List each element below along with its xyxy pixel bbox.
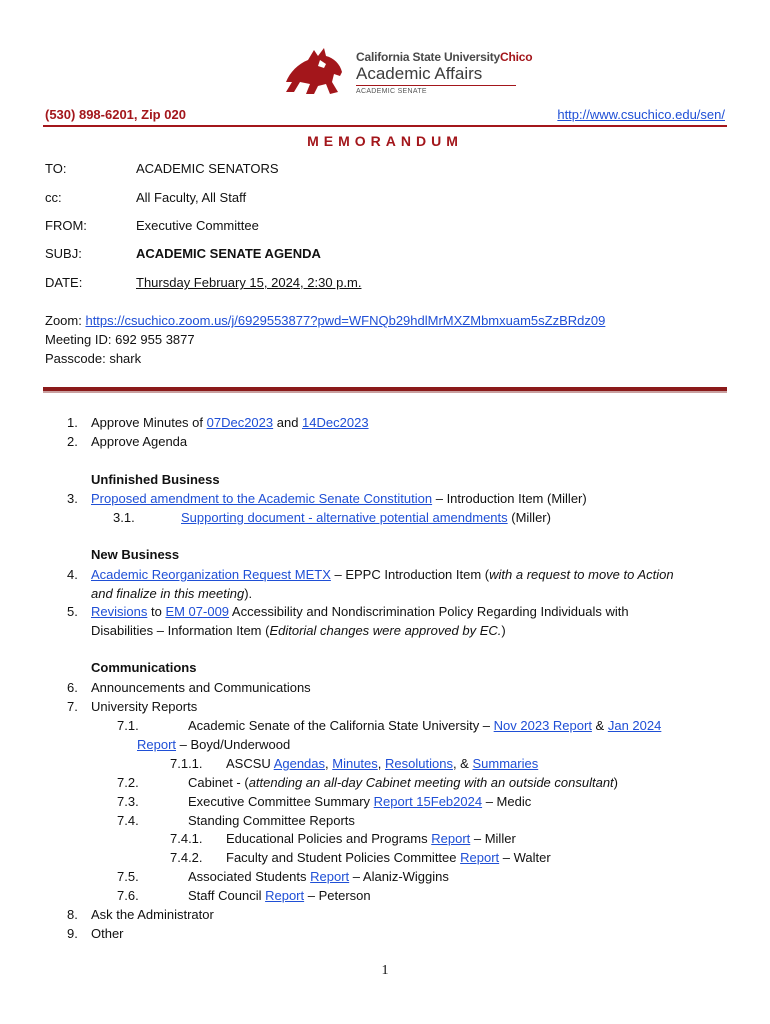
agenda-item-staff-council: Staff Council Report – Peterson	[188, 888, 371, 903]
item-number: 5.	[67, 604, 78, 619]
agenda-item-approve-minutes: Approve Minutes of 07Dec2023 and 14Dec2023	[91, 415, 369, 430]
agenda-item-reorganization: Academic Reorganization Request METX – EPPC Introduction Item (with a request to move to Action	[91, 567, 674, 582]
contact-phone: (530) 898-6201, Zip 020	[45, 107, 186, 122]
from-value: Executive Committee	[136, 218, 259, 233]
meeting-id: Meeting ID: 692 955 3877	[45, 332, 195, 347]
agenda-item-constitution: Proposed amendment to the Academic Senate Constitution – Introduction Item (Miller)	[91, 491, 587, 506]
unit-name: ACADEMIC SENATE	[356, 88, 427, 95]
communications-heading: Communications	[91, 660, 197, 675]
item-number: 3.	[67, 491, 78, 506]
new-business-heading: New Business	[91, 547, 180, 562]
agenda-item-accessibility-cont: Disabilities – Information Item (Editorial changes were approved by EC.)	[91, 623, 506, 638]
cc-value: All Faculty, All Staff	[136, 190, 247, 205]
item-number: 7.6.	[117, 888, 139, 903]
item-number: 7.4.1.	[170, 831, 203, 846]
nov-2023-report-link[interactable]: Nov 2023 Report	[493, 718, 592, 733]
agenda-item-ascsu-cont: Report – Boyd/Underwood	[137, 737, 291, 752]
item-number: 7.5.	[117, 869, 139, 884]
cc-label: cc:	[45, 190, 62, 205]
agenda-item-fasp: Faculty and Student Policies Committee Report – Walter	[226, 850, 551, 865]
item-number: 3.1.	[113, 510, 135, 525]
item-number: 4.	[67, 567, 78, 582]
item-number: 7.2.	[117, 775, 139, 790]
agenda-item-ascsu-docs: ASCSU Agendas, Minutes, Resolutions, & Summaries	[226, 756, 539, 771]
senate-website-link[interactable]: http://www.csuchico.edu/sen/	[557, 107, 725, 122]
as-report-link[interactable]: Report	[310, 869, 350, 884]
csu-chico-logo	[280, 42, 533, 100]
item-number: 2.	[67, 434, 78, 449]
agenda-item-ask-administrator: Ask the Administrator	[91, 907, 214, 922]
item-number: 9.	[67, 926, 78, 941]
constitution-amendment-link[interactable]: Proposed amendment to the Academic Senate Constitution	[91, 491, 433, 506]
department-name: Academic Affairs	[356, 64, 483, 83]
date-label: DATE:	[45, 275, 83, 290]
unfinished-business-heading: Unfinished Business	[91, 472, 220, 487]
minutes-link[interactable]: Minutes	[332, 756, 378, 771]
item-number: 7.3.	[117, 794, 139, 809]
agenda-item-standing-committees: Standing Committee Reports	[188, 813, 355, 828]
agendas-link[interactable]: Agendas	[273, 756, 326, 771]
supporting-document-link[interactable]: Supporting document - alternative potential amendments	[181, 510, 508, 525]
subject-value: ACADEMIC SENATE AGENDA	[136, 246, 321, 261]
wildcat-icon	[280, 42, 352, 100]
header-divider	[43, 125, 727, 127]
agenda-item-as: Associated Students Report – Alaniz-Wiggins	[188, 869, 449, 884]
university-name: California State UniversityChico	[356, 50, 533, 64]
item-number: 1.	[67, 415, 78, 430]
item-number: 7.4.	[117, 813, 139, 828]
agenda-item-ec-summary: Executive Committee Summary Report 15Feb2024 – Medic	[188, 794, 532, 809]
fasp-report-link[interactable]: Report	[460, 850, 500, 865]
item-number: 7.4.2.	[170, 850, 203, 865]
to-label: TO:	[45, 161, 67, 176]
minutes-07dec-link[interactable]: 07Dec2023	[206, 415, 274, 430]
section-divider-shadow	[43, 391, 727, 393]
agenda-item-announcements: Announcements and Communications	[91, 680, 311, 695]
agenda-item-supporting-doc: Supporting document - alternative potential amendments (Miller)	[181, 510, 551, 525]
zoom-link[interactable]: https://csuchico.zoom.us/j/6929553877?pwd=WFNQb29hdlMrMXZMbmxuam5sZzBRdz09	[85, 313, 606, 328]
item-number: 7.1.	[117, 718, 139, 733]
agenda-item-other: Other	[91, 926, 124, 941]
epp-report-link[interactable]: Report	[431, 831, 471, 846]
date-value: Thursday February 15, 2024, 2:30 p.m.	[136, 275, 362, 290]
staff-council-report-link[interactable]: Report	[265, 888, 305, 903]
revisions-link[interactable]: Revisions	[91, 604, 148, 619]
agenda-item-university-reports: University Reports	[91, 699, 198, 714]
page-number: 1	[381, 963, 389, 978]
zoom-label: Zoom:	[45, 313, 82, 328]
agenda-item-approve-agenda: Approve Agenda	[91, 434, 188, 449]
agenda-item-cabinet: Cabinet - (attending an all-day Cabinet meeting with an outside consultant)	[188, 775, 619, 790]
item-number: 7.1.1.	[170, 756, 203, 771]
minutes-14dec-link[interactable]: 14Dec2023	[302, 415, 369, 430]
ec-report-link[interactable]: Report 15Feb2024	[373, 794, 483, 809]
jan-2024-report-link[interactable]: Jan 2024	[607, 718, 662, 733]
agenda-item-epp: Educational Policies and Programs Report – Miller	[226, 831, 516, 846]
agenda-item-accessibility: Revisions to EM 07-009 Accessibility and Nondiscrimination Policy Regarding Individuals with	[91, 604, 629, 619]
resolutions-link[interactable]: Resolutions	[385, 756, 453, 771]
logo-divider	[356, 85, 516, 86]
agenda-item-ascsu: Academic Senate of the California State University – Nov 2023 Report & Jan 2024	[188, 718, 662, 733]
reorganization-request-link[interactable]: Academic Reorganization Request METX	[91, 567, 331, 582]
from-label: FROM:	[45, 218, 87, 233]
passcode: Passcode: shark	[45, 351, 142, 366]
item-number: 6.	[67, 680, 78, 695]
memo-title: MEMORANDUM	[307, 133, 463, 149]
item-number: 8.	[67, 907, 78, 922]
item-number: 7.	[67, 699, 78, 714]
subject-label: SUBJ:	[45, 246, 82, 261]
agenda-item-reorganization-cont: and finalize in this meeting).	[91, 586, 253, 601]
jan-2024-report-link-cont[interactable]: Report	[137, 737, 177, 752]
zoom-line	[45, 313, 605, 328]
em-07-009-link[interactable]: EM 07-009	[165, 604, 230, 619]
to-value: ACADEMIC SENATORS	[136, 161, 279, 176]
summaries-link[interactable]: Summaries	[472, 756, 539, 771]
